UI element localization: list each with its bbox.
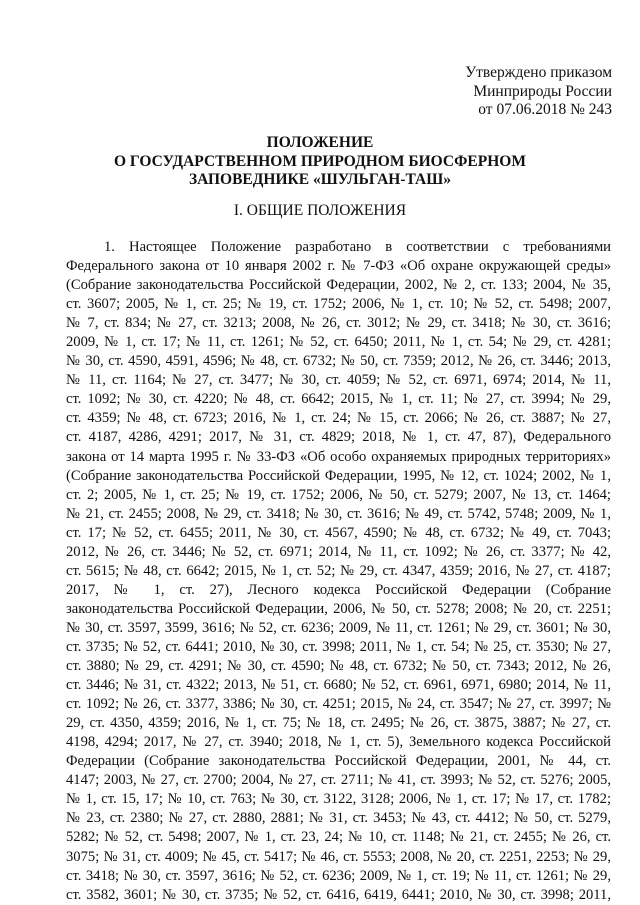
- paragraph-line: № 7, ст. 834; № 27, ст. 3213; 2008, № 26, ст. 3012; № 29, ст. 3418; № 30, ст. 3616;: [66, 315, 611, 332]
- paragraph-line: (Собрание законодательства Российской Федерации, 1995, № 12, ст. 1024; 2002, № 1,: [66, 467, 611, 484]
- paragraph-line: ст. 4187, 4286, 4291; 2017, № 31, ст. 4829; 2018, № 1, ст. 47, 87), Федерального: [66, 429, 611, 446]
- paragraph-line: 5282; № 52, ст. 5498; 2007, № 1, ст. 23, 24; № 10, ст. 1148; № 21, ст. 2455; № 26, ст.: [66, 829, 611, 846]
- approval-order-date: от 07.06.2018 № 243: [478, 101, 612, 118]
- paragraph-line: 1. Настоящее Положение разработано в соответствии с требованиями: [104, 239, 611, 255]
- approval-stamp: [465, 64, 612, 120]
- section-heading: I. ОБЩИЕ ПОЛОЖЕНИЯ: [233, 202, 407, 219]
- paragraph-line: 2009, № 1, ст. 17; № 11, ст. 1261; № 52, ст. 6450; 2011, № 1, ст. 54; № 29, ст. 4281;: [66, 334, 611, 351]
- paragraph-line: № 23, ст. 2380; № 27, ст. 2880, 2881; № 31, ст. 3453; № 43, ст. 4412; № 50, ст. 5279,: [66, 810, 611, 827]
- paragraph-line: закона от 14 марта 1995 г. № 33-ФЗ «Об особо охраняемых природных территориях»: [66, 448, 611, 465]
- body-paragraph: [66, 238, 611, 905]
- paragraph-line: 4198, 4294; 2017, № 27, ст. 3940; 2018, № 1, ст. 5), Земельного кодекса Российской: [66, 734, 611, 751]
- approval-line: Минприроды России: [473, 82, 612, 100]
- paragraph-line: ст. 4359; № 48, ст. 6723; 2016, № 1, ст. 24; № 15, ст. 2066; № 26, ст. 3887; № 27,: [66, 410, 611, 427]
- paragraph-line: 29, ст. 4350, 4359; 2016, № 1, ст. 75; № 18, ст. 2495; № 26, ст. 3875, 3887; № 27, ст.: [66, 715, 611, 732]
- paragraph-line: законодательства Российской Федерации, 2006, № 50, ст. 5278; 2008; № 20, ст. 2251;: [66, 600, 611, 617]
- paragraph-line: ст. 5615; № 48, ст. 6642; 2015, № 1, ст. 52; № 29, ст. 4347, 4359; 2016, № 27, ст. 4187;: [66, 562, 611, 579]
- title-line: О ГОСУДАРСТВЕННОМ ПРИРОДНОМ БИОСФЕРНОМ: [114, 152, 526, 170]
- paragraph-line: ст. 2; 2005, № 1, ст. 25; № 19, ст. 1752; 2006, № 50, ст. 5279; 2007, № 13, ст. 1464;: [66, 486, 611, 503]
- paragraph-line: № 11, ст. 1164; № 27, ст. 3477; № 30, ст. 4059; № 52, ст. 6971, 6974; 2014, № 11,: [66, 372, 611, 389]
- paragraph-line: № 1, ст. 15, 17; № 10, ст. 763; № 30, ст. 3122, 3128; 2006, № 1, ст. 17; № 17, ст. 1782;: [66, 791, 611, 808]
- document-title: [0, 134, 640, 190]
- paragraph-line: ст. 3880; № 29, ст. 4291; № 30, ст. 4590; № 48, ст. 6732; № 50, ст. 7343; 2012, № 26,: [66, 658, 611, 675]
- paragraph-line: 2012, № 26, ст. 3446; № 52, ст. 6971; 2014, № 11, ст. 1092; № 26, ст. 3377; № 42,: [66, 543, 611, 560]
- paragraph-line: ст. 3607; 2005, № 1, ст. 25; № 19, ст. 1752; 2006, № 1, ст. 10; № 52, ст. 5498; 2007,: [66, 296, 611, 313]
- paragraph-line: ст. 3582, 3601; № 30, ст. 3735; № 52, ст. 6416, 6419, 6441; 2010, № 30, ст. 3998; 2011,: [66, 886, 611, 903]
- paragraph-line: 3075; № 31, ст. 4009; № 45, ст. 5417; № 46, ст. 5553; 2008, № 20, ст. 2251, 2253; № 29,: [66, 848, 611, 865]
- paragraph-line: ст. 3446; № 31, ст. 4322; 2013, № 51, ст. 6680; № 52, ст. 6961, 6971, 6980; 2014, № 11,: [66, 677, 611, 694]
- paragraph-line: № 30, ст. 3597, 3599, 3616; № 52, ст. 6236; 2009, № 11, ст. 1261; № 29, ст. 3601; № 30,: [66, 619, 611, 636]
- paragraph-line: ст. 1092; № 26, ст. 3377, 3386; № 30, ст. 4251; 2015, № 24, ст. 3547; № 27, ст. 3997; №: [66, 696, 611, 713]
- paragraph-line: 4147; 2003, № 27, ст. 2700; 2004, № 27, ст. 2711; № 41, ст. 3993; № 52, ст. 5276; 2005,: [66, 772, 611, 789]
- paragraph-line: (Собрание законодательства Российской Федерации, 2002, № 2, ст. 133; 2004, № 35,: [66, 277, 611, 294]
- paragraph-line: ст. 17; № 52, ст. 6455; 2011, № 30, ст. 4567, 4590; № 48, ст. 6732; № 49, ст. 7043;: [66, 524, 611, 541]
- paragraph-line: Федерации (Собрание законодательства Российской Федерации, 2001, № 44, ст.: [66, 753, 611, 770]
- paragraph-line: Федерального закона от 10 января 2002 г. № 7-ФЗ «Об охране окружающей среды»: [66, 258, 611, 275]
- paragraph-line: 2017, № 1, ст. 27), Лесного кодекса Российской Федерации (Собрание: [66, 581, 611, 598]
- paragraph-line: ст. 3735; № 52, ст. 6441; 2010, № 30, ст. 3998; 2011, № 1, ст. 54; № 25, ст. 3530; № 27,: [66, 638, 611, 655]
- title-line: ПОЛОЖЕНИЕ: [266, 134, 374, 151]
- paragraph-line: ст. 3418; № 30, ст. 3597, 3616; № 52, ст. 6236; 2009, № 1, ст. 19; № 11, ст. 1261; № 29,: [66, 867, 611, 884]
- paragraph-line: № 21, ст. 2455; 2008, № 29, ст. 3418; № 30, ст. 3616; № 49, ст. 5742, 5748; 2009, № 1,: [66, 505, 611, 522]
- approval-line: Утверждено приказом: [465, 64, 612, 81]
- title-line: ЗАПОВЕДНИКЕ «ШУЛЬГАН-ТАШ»: [188, 171, 452, 188]
- paragraph-line: ст. 1092; № 30, ст. 4220; № 48, ст. 6642; 2015, № 1, ст. 11; № 27, ст. 3994; № 29,: [66, 391, 611, 408]
- paragraph-line: № 30, ст. 4590, 4591, 4596; № 48, ст. 6732; № 50, ст. 7359; 2012, № 26, ст. 3446; 2013,: [66, 353, 611, 370]
